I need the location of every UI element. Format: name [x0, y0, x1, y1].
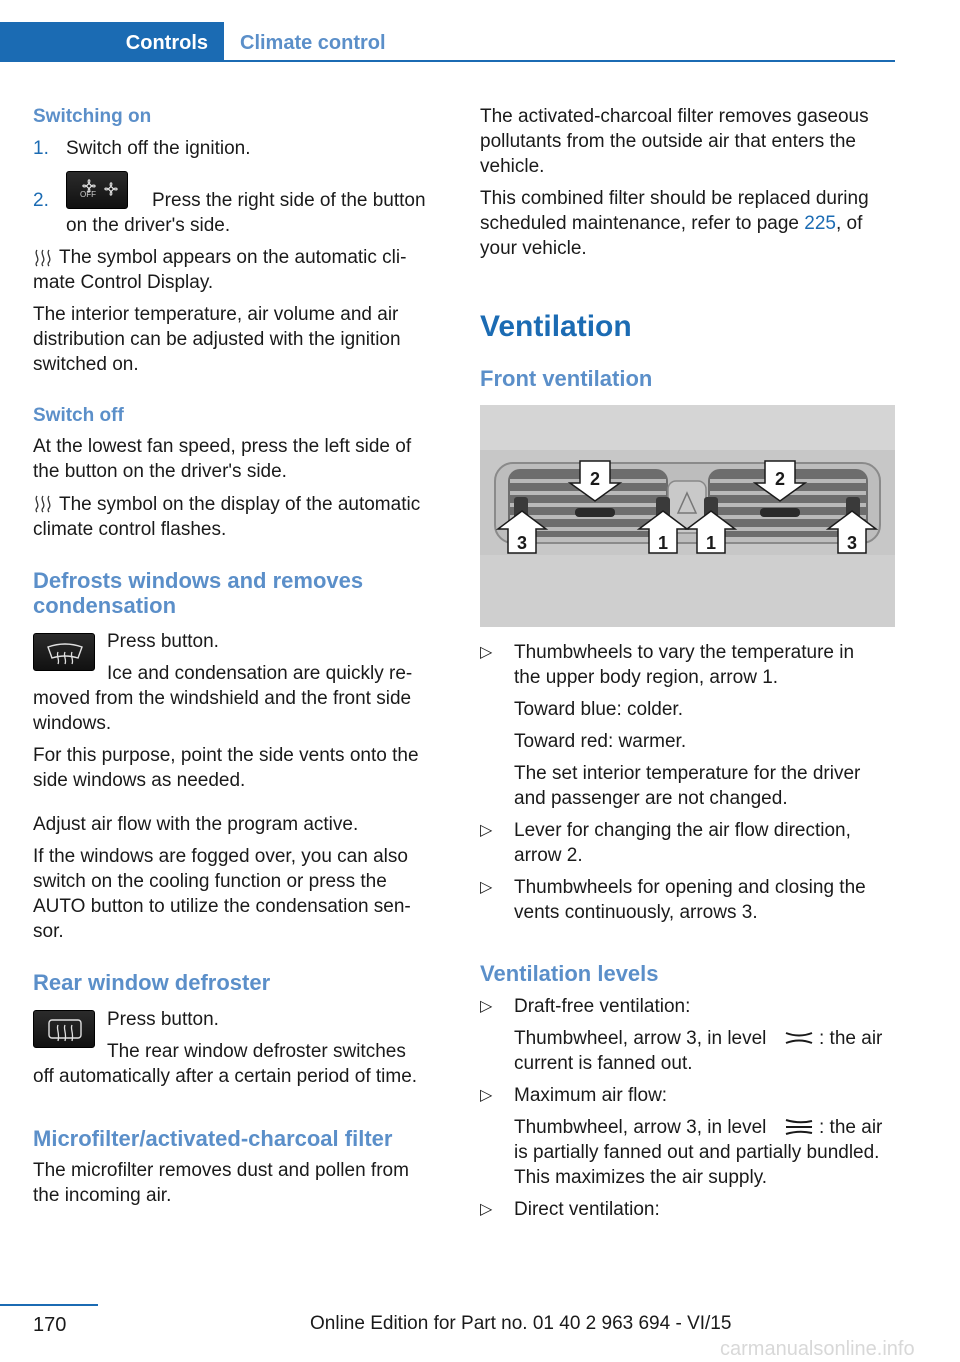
- purpose-text-a: For this purpose, point the side vents onto the: [33, 745, 419, 766]
- charcoal-text-b: pollutants from the outside air that enters the: [480, 131, 856, 152]
- level-1-title: Draft-free ventilation:: [514, 996, 691, 1017]
- bullet-marker: ▷: [480, 879, 493, 896]
- adjust-text: Adjust air flow with the program active.: [33, 814, 359, 835]
- interior-text-c: switched on.: [33, 354, 139, 375]
- ice-text-a: Ice and condensation are quickly re‐: [107, 663, 413, 684]
- level-2-text-b2: : the air: [819, 1117, 883, 1138]
- page-number: 170: [33, 1314, 67, 1336]
- combined-text-b-end: , of: [835, 213, 863, 234]
- symbol-text-b: mate Control Display.: [33, 272, 214, 293]
- figure-label-3-left: 3: [516, 533, 528, 553]
- page-225-link[interactable]: 225: [804, 213, 836, 234]
- bullet-1-text-c: Toward blue: colder.: [514, 699, 683, 720]
- figure-label-1-left: 1: [657, 533, 669, 553]
- level-2-title: Maximum air flow:: [514, 1085, 668, 1106]
- svg-text:OFF: OFF: [80, 190, 96, 199]
- combined-text-b: [480, 211, 862, 236]
- heading-microfilter: Microfilter/activated-charcoal filter: [33, 1126, 393, 1151]
- flash-text-b: climate control flashes.: [33, 519, 227, 540]
- bullet-1-text-a: Thumbwheels to vary the temperature in: [514, 642, 855, 663]
- press-button-text-2: Press button.: [107, 1009, 219, 1030]
- bullet-marker: ▷: [480, 644, 493, 661]
- heading-switching-on: Switching on: [33, 106, 152, 127]
- ice-text-b: moved from the windshield and the front side: [33, 688, 412, 709]
- level-3-title: Direct ventilation:: [514, 1199, 660, 1220]
- bullet-marker: ▷: [480, 822, 493, 839]
- bullet-1-text-b: the upper body region, arrow 1.: [514, 667, 779, 688]
- step-2-number: 2.: [33, 190, 49, 211]
- fog-text-b: switch on the cooling function or press the: [33, 871, 387, 892]
- rear-defrost-button-image: [33, 1010, 95, 1048]
- maximum-air-flow-level-icon: [784, 1117, 814, 1137]
- bullet-2-text-a: Lever for changing the air flow direction,: [514, 820, 851, 841]
- level-1-text-b2: : the air: [819, 1028, 883, 1049]
- watermark: carmanualsonline.info: [720, 1338, 915, 1360]
- fan-off-icon: [67, 172, 129, 210]
- step-2-text-a: Press the right side of the button: [152, 190, 426, 211]
- figure-label-2-right: 2: [774, 469, 786, 489]
- heading-rear-defroster: Rear window defroster: [33, 970, 271, 995]
- bullet-1-text-d: Toward red: warmer.: [514, 731, 687, 752]
- rear-text-a: The rear window defroster switches: [107, 1041, 406, 1062]
- switch-off-text-b: the button on the driver's side.: [33, 461, 287, 482]
- figure-label-3-right: 3: [846, 533, 858, 553]
- windshield-defrost-icon: [34, 634, 96, 672]
- bullet-3-text-b: vents continuously, arrows 3.: [514, 902, 758, 923]
- purpose-text-b: side windows as needed.: [33, 770, 246, 791]
- symbol-text-a: The symbol appears on the automatic cli‐: [59, 247, 407, 268]
- front-vent-figure: [480, 405, 895, 627]
- heading-switch-off: Switch off: [33, 405, 124, 426]
- combined-text-a: This combined filter should be replaced during: [480, 188, 869, 209]
- interior-text-a: The interior temperature, air volume and air: [33, 304, 399, 325]
- interior-text-b: distribution can be adjusted with the ignition: [33, 329, 401, 350]
- step-1-number: 1.: [33, 138, 49, 159]
- heading-front-ventilation: Front ventilation: [480, 366, 653, 391]
- windshield-defrost-button-image: [33, 633, 95, 671]
- heat-waves-icon: [33, 494, 53, 514]
- bullet-3-text-a: Thumbwheels for opening and closing the: [514, 877, 866, 898]
- combined-text-c: your vehicle.: [480, 238, 587, 259]
- step-2-text-b: on the driver's side.: [66, 215, 231, 236]
- fan-button-image: [66, 171, 128, 209]
- tab-climate-control[interactable]: Climate control: [240, 32, 386, 54]
- level-1-text-c: current is fanned out.: [514, 1053, 693, 1074]
- microfilter-text-a: The microfilter removes dust and pollen from: [33, 1160, 409, 1181]
- heading-ventilation: Ventilation: [480, 310, 632, 343]
- draft-free-level-icon: [784, 1030, 814, 1046]
- tab-controls[interactable]: Controls: [0, 22, 224, 62]
- fog-text-c: AUTO button to utilize the condensation sen‐: [33, 896, 411, 917]
- fog-text-a: If the windows are fogged over, you can also: [33, 846, 408, 867]
- heading-defrost-a: Defrosts windows and removes: [33, 568, 364, 593]
- rear-text-b: off automatically after a certain period of time.: [33, 1066, 418, 1087]
- heading-defrost-b: condensation: [33, 593, 177, 618]
- bullet-marker: ▷: [480, 998, 493, 1015]
- edition-line: Online Edition for Part no. 01 40 2 963 694 - VI/15: [310, 1313, 732, 1334]
- level-2-text-c: is partially fanned out and partially bundled.: [514, 1142, 880, 1163]
- bullet-1-text-e: The set interior temperature for the driver: [514, 763, 861, 784]
- level-2-text-b1: Thumbwheel, arrow 3, in level: [514, 1117, 767, 1138]
- flash-text-a: The symbol on the display of the automatic: [59, 494, 421, 515]
- footer-rule: [0, 1304, 98, 1306]
- bullet-1-text-f: and passenger are not changed.: [514, 788, 788, 809]
- charcoal-text-c: vehicle.: [480, 156, 545, 177]
- bullet-marker: ▷: [480, 1087, 493, 1104]
- combined-text-b-start: scheduled maintenance, refer to page: [480, 213, 805, 234]
- rear-window-defrost-icon: [34, 1011, 96, 1049]
- figure-label-2-left: 2: [589, 469, 601, 489]
- heading-ventilation-levels: Ventilation levels: [480, 961, 659, 986]
- heat-waves-icon: [33, 248, 53, 268]
- bullet-marker: ▷: [480, 1201, 493, 1218]
- level-1-text-b1: Thumbwheel, arrow 3, in level: [514, 1028, 767, 1049]
- charcoal-text-a: The activated-charcoal filter removes gaseous: [480, 106, 869, 127]
- fog-text-d: sor.: [33, 921, 64, 942]
- header-rule: [0, 60, 895, 62]
- ice-text-c: windows.: [33, 713, 112, 734]
- bullet-2-text-b: arrow 2.: [514, 845, 583, 866]
- microfilter-text-b: the incoming air.: [33, 1185, 172, 1206]
- press-button-text-1: Press button.: [107, 631, 219, 652]
- step-1-text: Switch off the ignition.: [66, 138, 251, 159]
- level-2-text-d: This maximizes the air supply.: [514, 1167, 768, 1188]
- figure-label-1-right: 1: [705, 533, 717, 553]
- switch-off-text-a: At the lowest fan speed, press the left side of: [33, 436, 412, 457]
